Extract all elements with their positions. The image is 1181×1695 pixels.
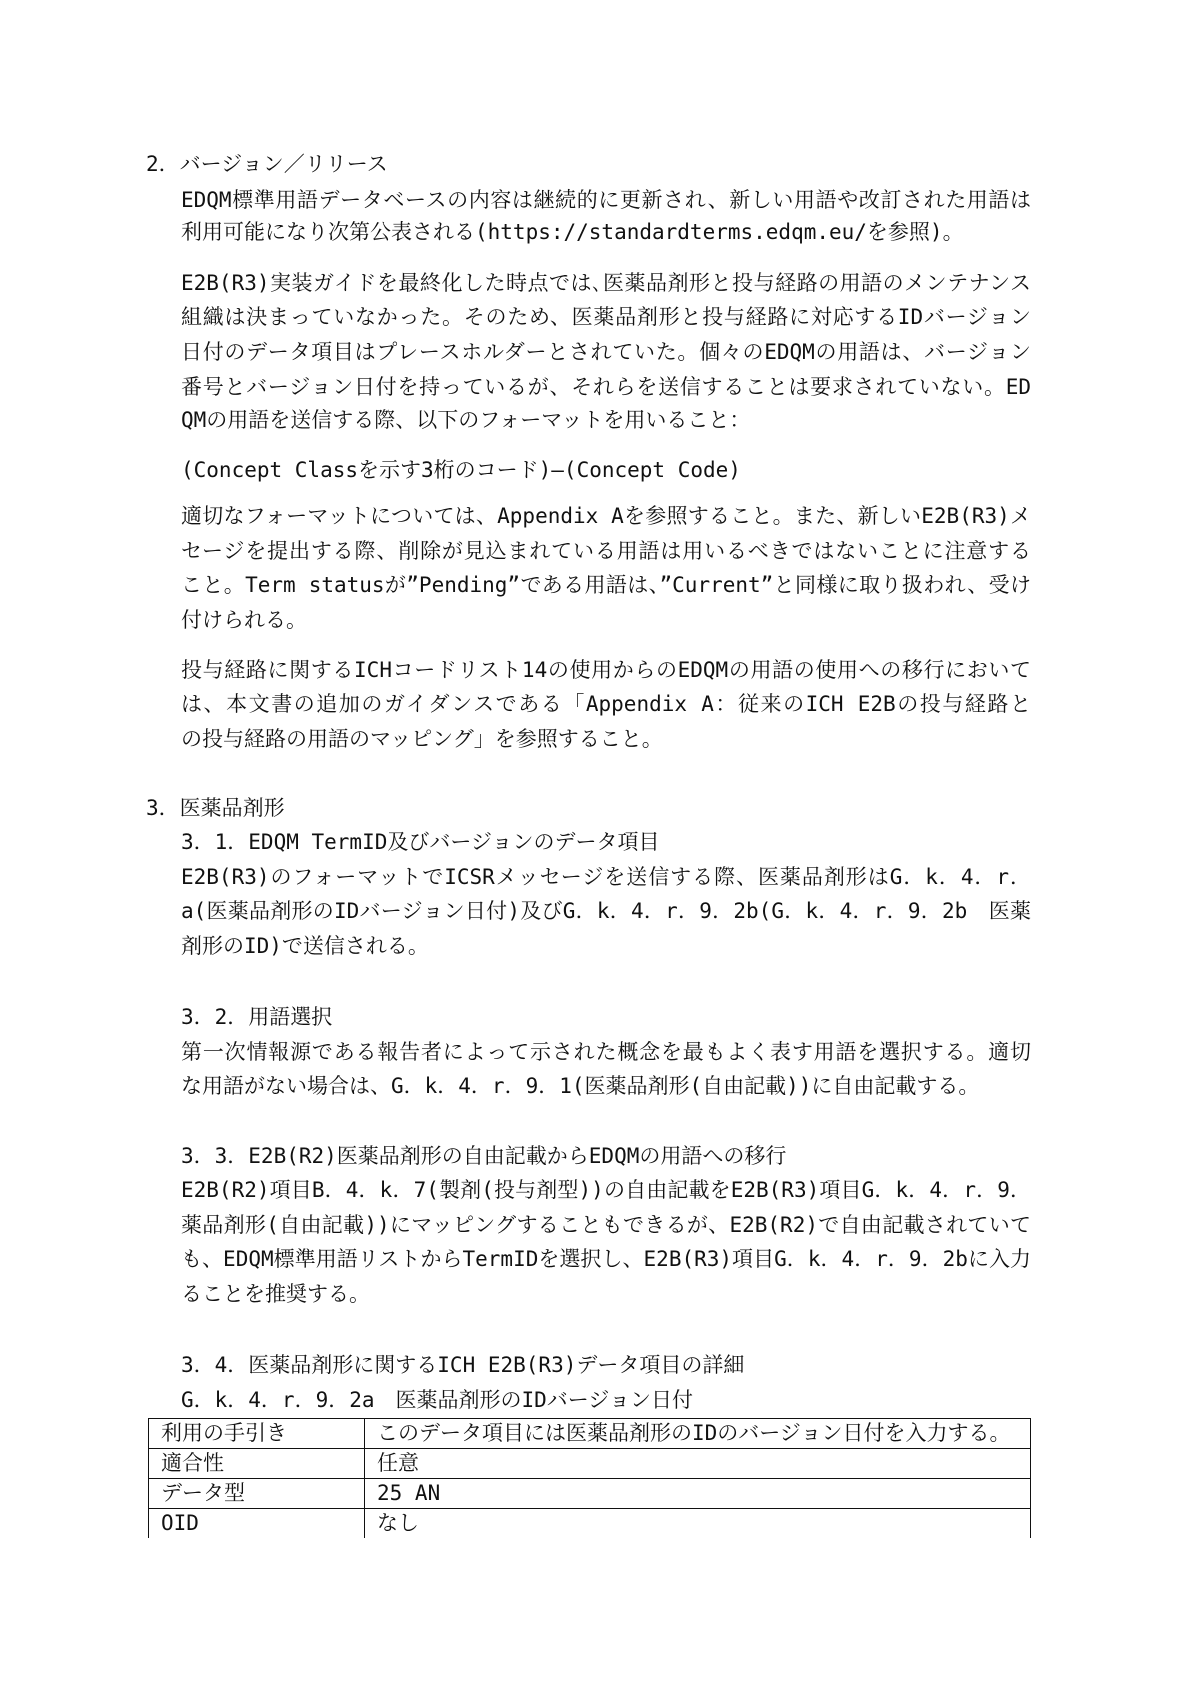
paragraph-line: の投与経路の用語のマッピング」を参照すること。 (181, 727, 663, 751)
paragraph-line: な用語がない場合は、G．k．4．r．9．1(医薬品剤形(自由記載))に自由記載する。 (181, 1074, 980, 1098)
table-row (149, 1419, 1031, 1449)
paragraph-line: 薬品剤形(自由記載))にマッピングすることもできるが、E2B(R2)で自由記載されていて (181, 1213, 1031, 1237)
paragraph-line: E2B(R3)のフォーマットでICSRメッセージを送信する際、医薬品剤形はG．k．4．r． (181, 865, 1031, 889)
field-value: このデータ項目には医薬品剤形のIDのバージョン日付を入力する。 (365, 1419, 1031, 1449)
table-caption: G．k．4．r．9．2a 医薬品剤形のIDバージョン日付 (181, 1388, 693, 1412)
field-value: 任意 (365, 1449, 1031, 1479)
paragraph-line: 番号とバージョン日付を持っているが、それらを送信することは要求されていない。ED (181, 375, 1031, 399)
paragraph-line: 組織は決まっていなかった。そのため、医薬品剤形と投与経路に対応するIDバージョン (181, 305, 1031, 329)
field-label: 利用の手引き (149, 1419, 365, 1449)
paragraph-line: QMの用語を送信する際、以下のフォーマットを用いること： (181, 408, 751, 432)
data-element-table (148, 1418, 1031, 1538)
field-value: 25 AN (365, 1479, 1031, 1509)
paragraph-line: は、本文書の追加のガイダンスである「Appendix A：従来のICH E2Bの投与経路と (181, 692, 1031, 716)
section-heading: 3．医薬品剤形 (146, 796, 285, 820)
field-label: 適合性 (149, 1449, 365, 1479)
paragraph-line: a(医薬品剤形のIDバージョン日付)及びG．k．4．r．9．2b(G．k．4．r．9．2b 医薬 (181, 899, 1031, 923)
paragraph-line: 利用可能になり次第公表される(https://standardterms.edqm.eu/を参照)。 (181, 220, 964, 244)
paragraph-line: 投与経路に関するICHコードリスト14の使用からのEDQMの用語の使用への移行において (181, 658, 1031, 682)
paragraph-line: E2B(R3)実装ガイドを最終化した時点では､医薬品剤形と投与経路の用語のメンテナンス (181, 271, 1031, 295)
subsection-heading: 3．4．医薬品剤形に関するICH E2B(R3)データ項目の詳細 (181, 1353, 745, 1377)
paragraph-line: 適切なフォーマットについては、Appendix Aを参照すること。また、新しいE2B(R3)メ (181, 504, 1031, 528)
field-value: なし (365, 1509, 1031, 1539)
table-row (149, 1449, 1031, 1479)
subsection-heading: 3．3．E2B(R2)医薬品剤形の自由記載からEDQMの用語への移行 (181, 1144, 787, 1168)
paragraph-line: も、EDQM標準用語リストからTermIDを選択し、E2B(R3)項目G．k．4．r．9．2bに入力 (181, 1247, 1031, 1271)
section-heading: 2．バージョン／リリース (146, 152, 388, 176)
paragraph-line: ることを推奨する。 (181, 1282, 370, 1306)
paragraph-line: 日付のデータ項目はプレースホルダーとされていた。個々のEDQMの用語は、バージョン (181, 340, 1031, 364)
paragraph-line: 第一次情報源である報告者によって示された概念を最もよく表す用語を選択する。適切 (181, 1040, 1031, 1064)
paragraph-line: 付けられる。 (181, 608, 307, 632)
table-row (149, 1509, 1031, 1539)
field-label: OID (149, 1509, 365, 1539)
paragraph-line: E2B(R2)項目B．4．k．7(製剤(投与剤型))の自由記載をE2B(R3)項目G．k．4．r．9． (181, 1178, 1031, 1202)
paragraph-line: こと。Term statusが”Pending”である用語は、”Current”と同様に取り扱われ、受け (181, 573, 1031, 597)
paragraph-line: EDQM標準用語データベースの内容は継続的に更新され、新しい用語や改訂された用語は (181, 188, 1031, 212)
subsection-heading: 3．2．用語選択 (181, 1005, 333, 1029)
paragraph-line: 剤形のID)で送信される。 (181, 934, 429, 958)
paragraph-line: (Concept Classを示す3桁のコード)―(Concept Code) (181, 458, 741, 482)
subsection-heading: 3．1．EDQM TermID及びバージョンのデータ項目 (181, 830, 660, 854)
paragraph-line: セージを提出する際、削除が見込まれている用語は用いるべきではないことに注意する (181, 539, 1031, 563)
field-label: データ型 (149, 1479, 365, 1509)
table-row (149, 1479, 1031, 1509)
